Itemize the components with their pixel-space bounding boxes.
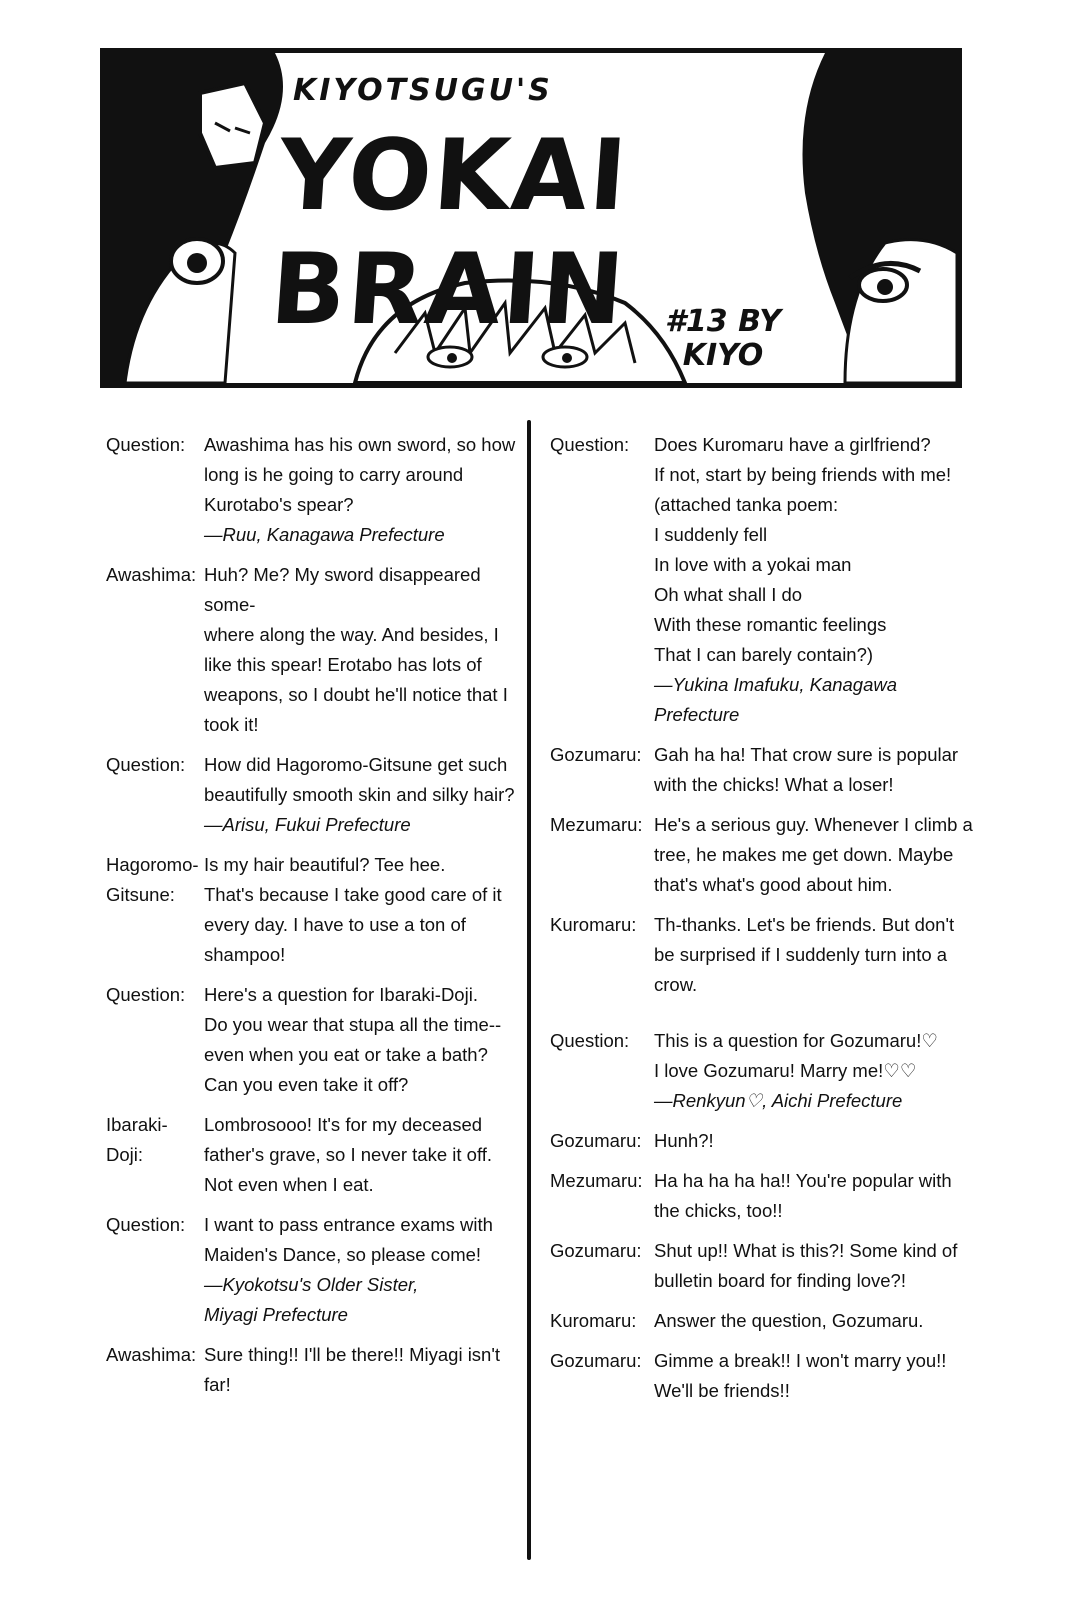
entry-text-block [204,980,521,1100]
entry-text: I want to pass entrance exams with Maiden's Dance, so please come! [204,1214,493,1265]
speaker-label: Mezumaru: [550,1170,643,1191]
entry-text-block [654,910,975,1000]
entry-text: Huh? Me? My sword disappeared some- where along the way. And besides, I like this spear! Erotabo has lots of weapons, so I doubt he'll notice that I took it! [204,564,508,735]
speaker-label: Question: [106,984,186,1005]
right-column [550,430,975,1416]
entry-text-block [204,560,521,740]
reader-credit: —Arisu, Fukui Prefecture [204,814,411,835]
banner-subtitle: KIYOTSUGU'S [293,73,553,108]
qa-entry [106,980,521,1100]
speaker-label: Awashima: [106,564,197,585]
entry-text: Answer the question, Gozumaru. [654,1310,924,1331]
qa-entry [106,850,521,970]
speaker-label: Gozumaru: [550,1130,642,1151]
entry-text-block [654,1236,975,1296]
qa-entry [550,430,975,730]
qa-entry [550,1236,975,1296]
left-character-pupil [187,253,207,273]
qa-entry [550,910,975,1000]
entry-text: Awashima has his own sword, so how long is he going to carry around Kurotabo's spear? [204,434,516,515]
banner-title: YOKAI BRAIN [267,119,633,347]
entry-text: Is my hair beautiful? Tee hee. That's because I take good care of it every day. I have to use a ton of shampoo! [204,854,502,965]
speaker-label: Gozumaru: [550,744,642,765]
qa-entry [550,1166,975,1226]
speaker-label: Mezumaru: [550,814,643,835]
entry-text: Ha ha ha ha ha!! You're popular with the chicks, too!! [654,1170,952,1221]
speaker-label: Hagoromo- Gitsune: [106,854,199,905]
reader-credit: —Yukina Imafuku, Kanagawa Prefecture [654,674,898,725]
entry-text: Shut up!! What is this?! Some kind of bulletin board for finding love?! [654,1240,958,1291]
entry-text: Gah ha ha! That crow sure is popular with the chicks! What a loser! [654,744,959,795]
entry-text: Th-thanks. Let's be friends. But don't be surprised if I suddenly turn into a crow. [654,914,955,995]
speaker-label: Kuromaru: [550,1310,637,1331]
entry-text: Does Kuromaru have a girlfriend? If not, start by being friends with me! (attached tanka poem: I suddenly fell In love with a yokai man Oh what shall I do With these romantic feelings That I can barely contain?) [654,434,952,665]
qa-entry [550,1126,975,1156]
entry-text: How did Hagoromo-Gitsune get such beautifully smooth skin and silky hair? [204,754,515,805]
speaker-label: Awashima: [106,1344,197,1365]
reader-credit: —Ruu, Kanagawa Prefecture [204,524,445,545]
qa-entry [550,1026,975,1116]
entry-text-block [654,810,975,900]
qa-entry [106,1340,521,1400]
entry-text-block [654,1126,975,1156]
center-character-pupil-left [447,353,457,363]
entry-text-block [204,1110,521,1200]
speaker-label: Question: [106,1214,186,1235]
entry-text-block [654,740,975,800]
entry-text: Here's a question for Ibaraki-Doji. Do you wear that stupa all the time-- even when you eat or take a bath? Can you even take it off? [204,984,502,1095]
speaker-label: Question: [106,434,186,455]
entry-text-block [654,1026,975,1116]
qa-entry [106,750,521,840]
speaker-label: Question: [106,754,186,775]
qa-entry [106,1110,521,1200]
entry-text-block [654,1306,975,1336]
entry-text-block [204,850,521,970]
speaker-label: Gozumaru: [550,1240,642,1261]
speaker-label: Kuromaru: [550,914,637,935]
speaker-label: Ibaraki-Doji: [106,1114,168,1165]
entry-text-block [204,430,521,550]
qa-entry [550,740,975,800]
entry-text-block [204,750,521,840]
qa-entry [106,560,521,740]
speaker-label: Gozumaru: [550,1350,642,1371]
entry-text: This is a question for Gozumaru!♡ I love Gozumaru! Marry me!♡♡ [654,1030,938,1081]
entry-text-block [654,430,975,730]
entry-text: Hunh?! [654,1130,714,1151]
entry-text-block [204,1210,521,1330]
qa-entry [106,1210,521,1330]
speaker-label: Question: [550,1030,630,1051]
entry-text: Gimme a break!! I won't marry you!! We'll be friends!! [654,1350,947,1401]
qa-entry [550,1346,975,1406]
qa-entry [550,810,975,900]
entry-text-block [654,1166,975,1226]
left-column [106,430,521,1410]
speaker-label: Question: [550,434,630,455]
qa-entry [106,430,521,550]
qa-entry [550,1306,975,1336]
entry-text: Lombrosooo! It's for my deceased father's grave, so I never take it off. Not even when I eat. [204,1114,493,1195]
entry-text-block [654,1346,975,1406]
entry-text: Sure thing!! I'll be there!! Miyagi isn't far! [204,1344,501,1395]
column-divider [527,420,531,1560]
reader-credit: —Renkyun♡, Aichi Prefecture [654,1090,903,1111]
issue-number: #13 BY KIYO [665,304,782,373]
reader-credit: —Kyokotsu's Older Sister, Miyagi Prefecture [204,1274,419,1325]
entry-text: He's a serious guy. Whenever I climb a tree, he makes me get down. Maybe that's what's good about him. [654,814,973,895]
title-banner [100,48,962,388]
entry-text-block [204,1340,521,1400]
center-character-pupil-right [562,353,572,363]
